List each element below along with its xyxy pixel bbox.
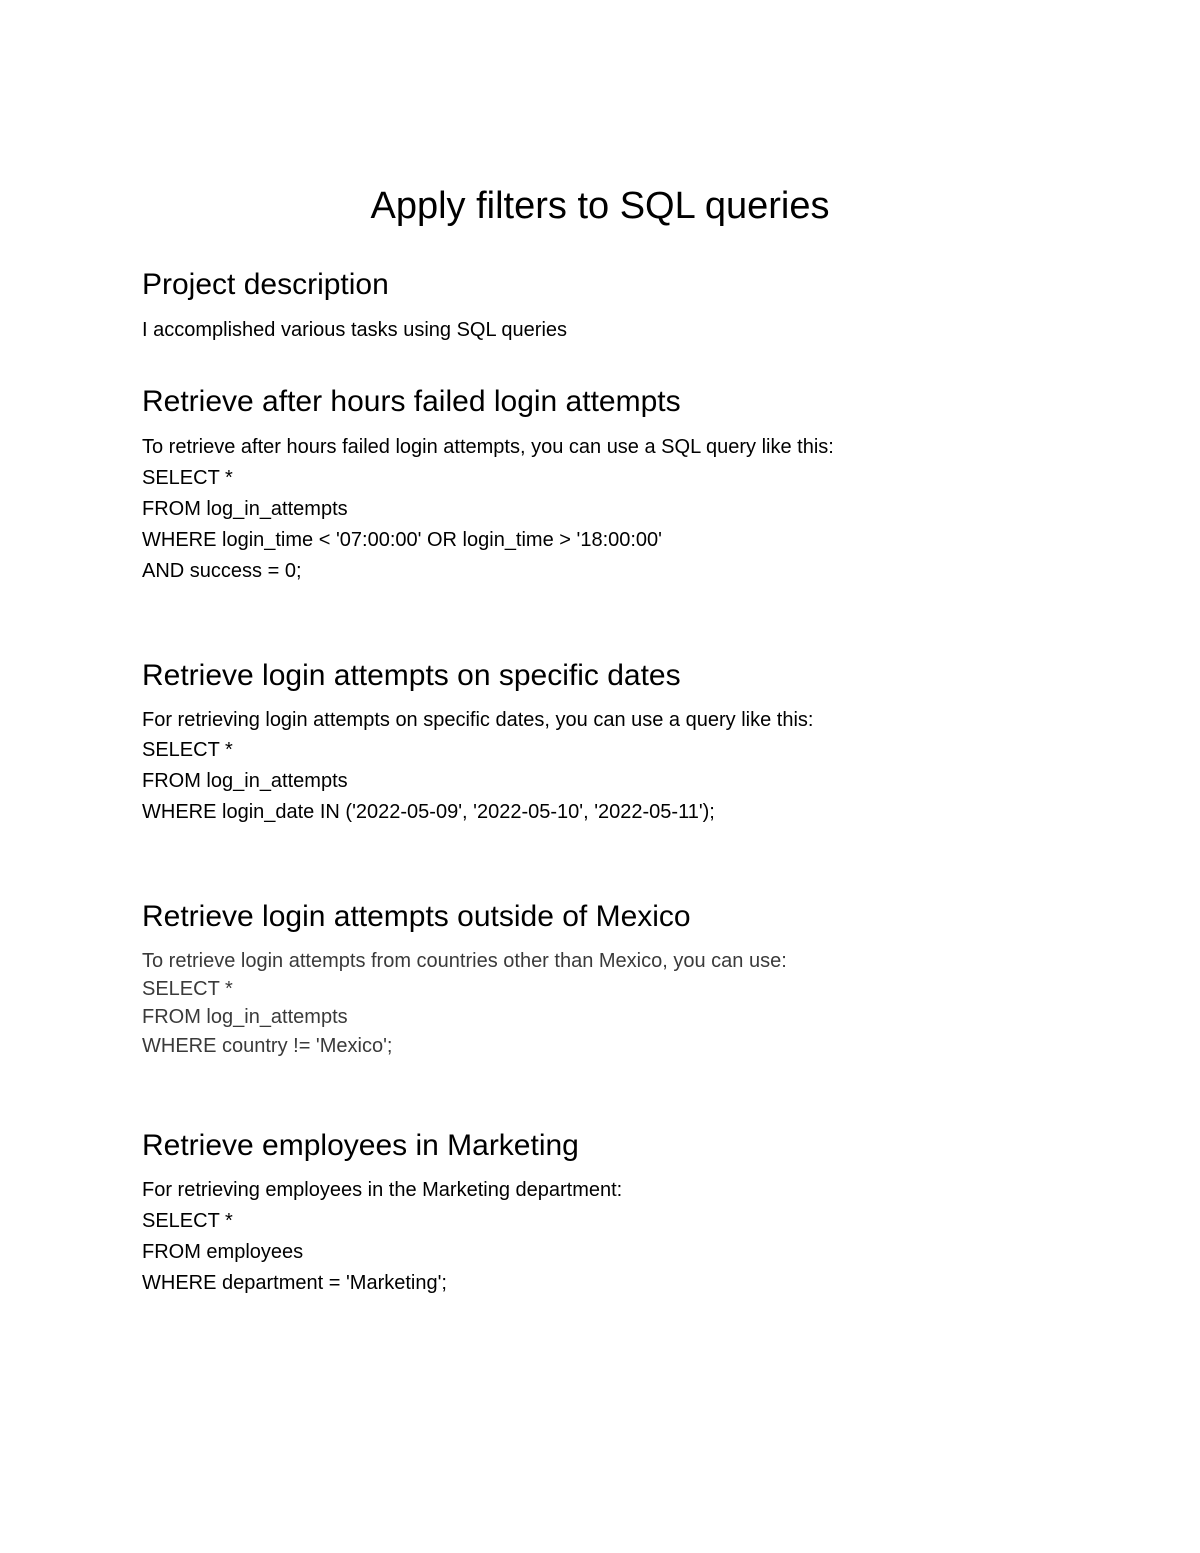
outside-mexico-query-where: WHERE country != 'Mexico';	[142, 1035, 393, 1057]
specific-dates-query-where: WHERE login_date IN ('2022-05-09', '2022-05-10', '2022-05-11');	[142, 801, 715, 823]
marketing-query-select: SELECT *	[142, 1210, 233, 1232]
marketing-query-from: FROM employees	[142, 1241, 304, 1263]
after-hours-query-select: SELECT *	[142, 467, 233, 489]
after-hours-query-from: FROM log_in_attempts	[142, 498, 348, 520]
after-hours-intro: To retrieve after hours failed login attempts, you can use a SQL query like this:	[142, 436, 834, 458]
specific-dates-intro: For retrieving login attempts on specific dates, you can use a query like this:	[142, 709, 814, 731]
after-hours-query-and: AND success = 0;	[142, 560, 302, 582]
outside-mexico-query-from: FROM log_in_attempts	[142, 1006, 348, 1028]
after-hours-query-where: WHERE login_time < '07:00:00' OR login_time > '18:00:00'	[142, 529, 662, 551]
specific-dates-query-select: SELECT *	[142, 739, 233, 761]
outside-mexico-intro: To retrieve login attempts from countries other than Mexico, you can use:	[142, 950, 787, 972]
outside-mexico-query-select: SELECT *	[142, 978, 233, 1000]
section-heading-outside-mexico: Retrieve login attempts outside of Mexico	[142, 900, 691, 933]
section-heading-after-hours: Retrieve after hours failed login attempts	[142, 385, 681, 418]
section-heading-project-description: Project description	[142, 268, 389, 301]
section-heading-specific-dates: Retrieve login attempts on specific dates	[142, 659, 681, 692]
marketing-intro: For retrieving employees in the Marketing department:	[142, 1179, 623, 1201]
project-description-text: I accomplished various tasks using SQL queries	[142, 319, 568, 341]
marketing-query-where: WHERE department = 'Marketing';	[142, 1272, 447, 1294]
specific-dates-query-from: FROM log_in_attempts	[142, 770, 348, 792]
section-heading-marketing: Retrieve employees in Marketing	[142, 1129, 579, 1162]
page-title: Apply filters to SQL queries	[370, 185, 830, 227]
